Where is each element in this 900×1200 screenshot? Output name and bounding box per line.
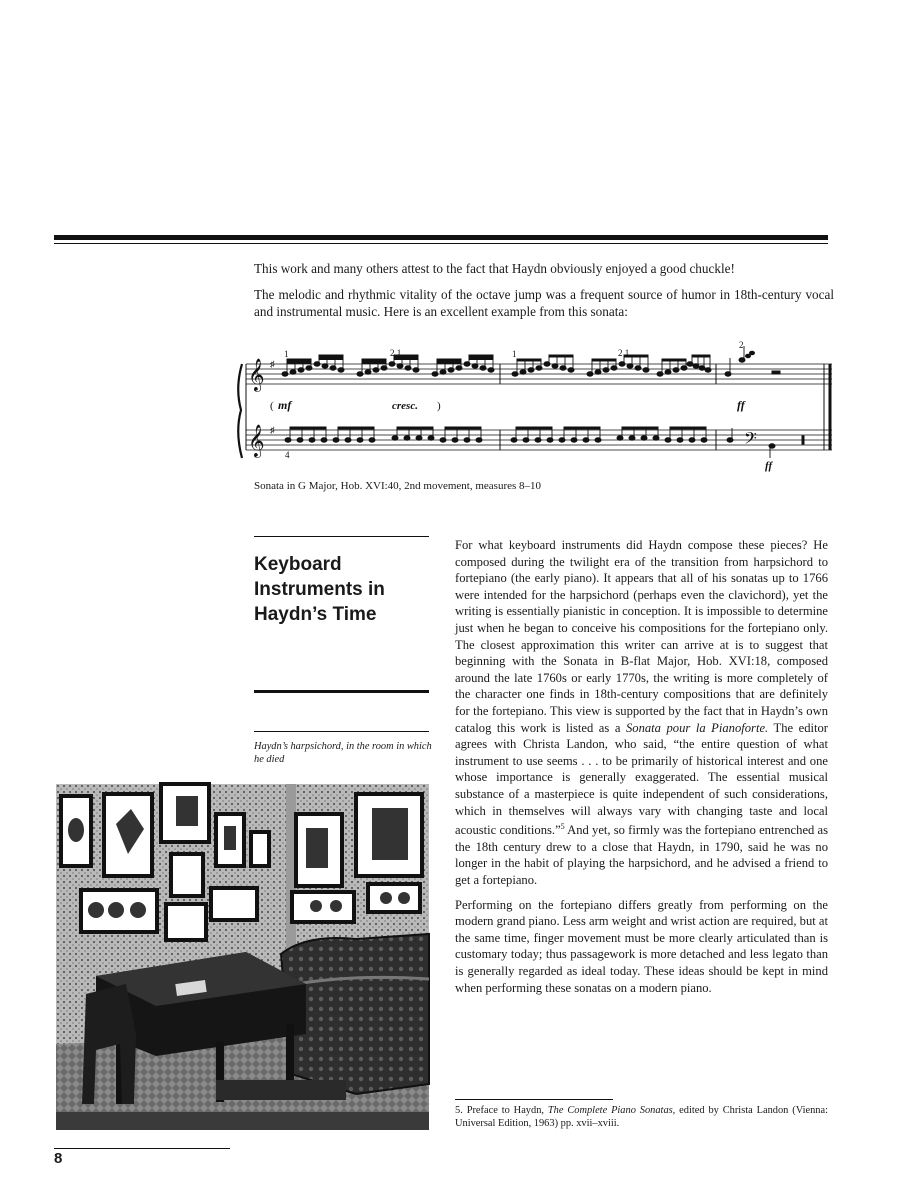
- footnote-rule: [455, 1099, 613, 1100]
- header-rule-thin: [54, 243, 828, 244]
- footnote-title: The Complete Piano Sonatas,: [547, 1105, 676, 1116]
- page-number-rule: [54, 1148, 230, 1149]
- key-signature-sharp-icon: ♯: [270, 359, 275, 369]
- body-paragraph-1-end: And yet, so firmly was the fortepiano entrenched as the 18th century drew to a close that Haydn, in 1790, said he was no longer in the habit of playing the harpsichord, and he advised a friend to get a fortepiano.: [455, 823, 829, 888]
- grand-staff-brace: [238, 364, 242, 458]
- sidebar-mid-rule: [254, 690, 429, 693]
- body-paragraph-1: [455, 537, 828, 889]
- fingering-2-1: 2 1: [390, 348, 402, 358]
- sonata-title: Sonata pour la Pianoforte.: [625, 720, 769, 735]
- music-caption: Sonata in G Major, Hob. XVI:40, 2nd movement, measures 8–10: [254, 480, 542, 492]
- body-column: [455, 537, 828, 996]
- sidebar-heading: Keyboard Instruments in Haydn’s Time: [254, 554, 385, 625]
- fingering-2-1b: 2 1: [618, 348, 630, 358]
- sidebar-top-rule: [254, 536, 429, 537]
- fingering-1b: 1: [512, 349, 517, 359]
- body-paragraph-1-text: For what keyboard instruments did Haydn compose these pieces? He composed during the twilight era of the transition from harpsichord to fortepiano (the early piano). It appears that all of his sonatas up to 1766 were intended for the harpsichord (perhaps even the clavichord), yet the writing is essentially pianistic in conception. It is impossible to determine just when he began to conceive his compositions for the fortepiano only. The closest approximation this writer can arrive at is to suggest that beginning with the Sonata in B-flat Major, Hob. XVI:18, composed around the late 1760s or early 1770s, the writing is more completely of the character one finds in 18th-century compositions that are definitely for the fortepiano. This view is supported by the fact that in Haydn’s own catalog this work is listed as a: [455, 538, 828, 735]
- dynamic-ff-bottom: ff: [765, 460, 773, 472]
- cresc-marking: cresc.: [392, 400, 418, 412]
- music-example: [232, 340, 836, 472]
- fingering-1: 1: [284, 349, 289, 359]
- footnote-text-b: edited by Christa Landon (Vienna: Universal Edition, 1963) pp. xvii–xviii.: [455, 1105, 828, 1129]
- dynamic-mf: mf: [278, 398, 292, 412]
- harpsichord-room-photo: [56, 784, 429, 1130]
- photo-caption: Haydn’s harpsichord, in the room in which he died: [254, 741, 432, 765]
- intro-line-2: The melodic and rhythmic vitality of the octave jump was a frequent source of humor in 18th-century vocal and instrumental music. Here is an excellent example from this sonata:: [254, 287, 834, 319]
- footnote: [455, 1104, 828, 1130]
- footnote-text-a: Preface to Haydn,: [466, 1105, 544, 1116]
- sidebar-caption-rule: [254, 731, 429, 732]
- intro-line-1: This work and many others attest to the fact that Haydn obviously enjoyed a good chuckle!: [254, 261, 735, 276]
- body-paragraph-1-quote: The editor agrees with Christa Landon, who said, “the entire question of what instrument to use seems . . . to be primarily of historical interest and one whose importance is generally exaggerated. The essential musical substance of a masterpiece is quite independent of such considerations, which in themselves will always vary with changing taste and local acoustic conditions.”: [455, 720, 828, 838]
- page-number: 8: [54, 1150, 63, 1167]
- key-signature-sharp-icon-lower: ♯: [270, 425, 275, 435]
- bracket-left-icon: (: [270, 400, 274, 412]
- fingering-4: 4: [285, 450, 290, 460]
- treble-notes-measure-2: [512, 355, 711, 376]
- fingering-2: 2: [739, 340, 744, 350]
- bass-clef-icon: 𝄢: [744, 428, 757, 452]
- bass-notes: [285, 427, 804, 458]
- treble-notes-measure-1: [282, 355, 494, 376]
- treble-clef-icon: 𝄞: [248, 358, 265, 391]
- treble-notes-measure-3: [725, 346, 780, 376]
- treble-clef-icon-lower: 𝄞: [248, 424, 265, 457]
- header-rule-thick: [54, 235, 828, 240]
- body-paragraph-2: Performing on the fortepiano differs greatly from performing on the modern grand piano. Less arm weight and wrist action are required, but at the same time, finger movement must be more clearly articulated than is customary today; thus passagework is more detached and less legato than is generally regarded as ideal today. These ideas should be kept in mind when performing these sonatas on a modern piano.: [455, 897, 828, 995]
- footnote-reference: 5: [560, 822, 565, 832]
- bracket-right-icon: ): [437, 400, 441, 412]
- footnote-number: 5.: [455, 1105, 463, 1116]
- dynamic-ff-top: ff: [737, 398, 745, 412]
